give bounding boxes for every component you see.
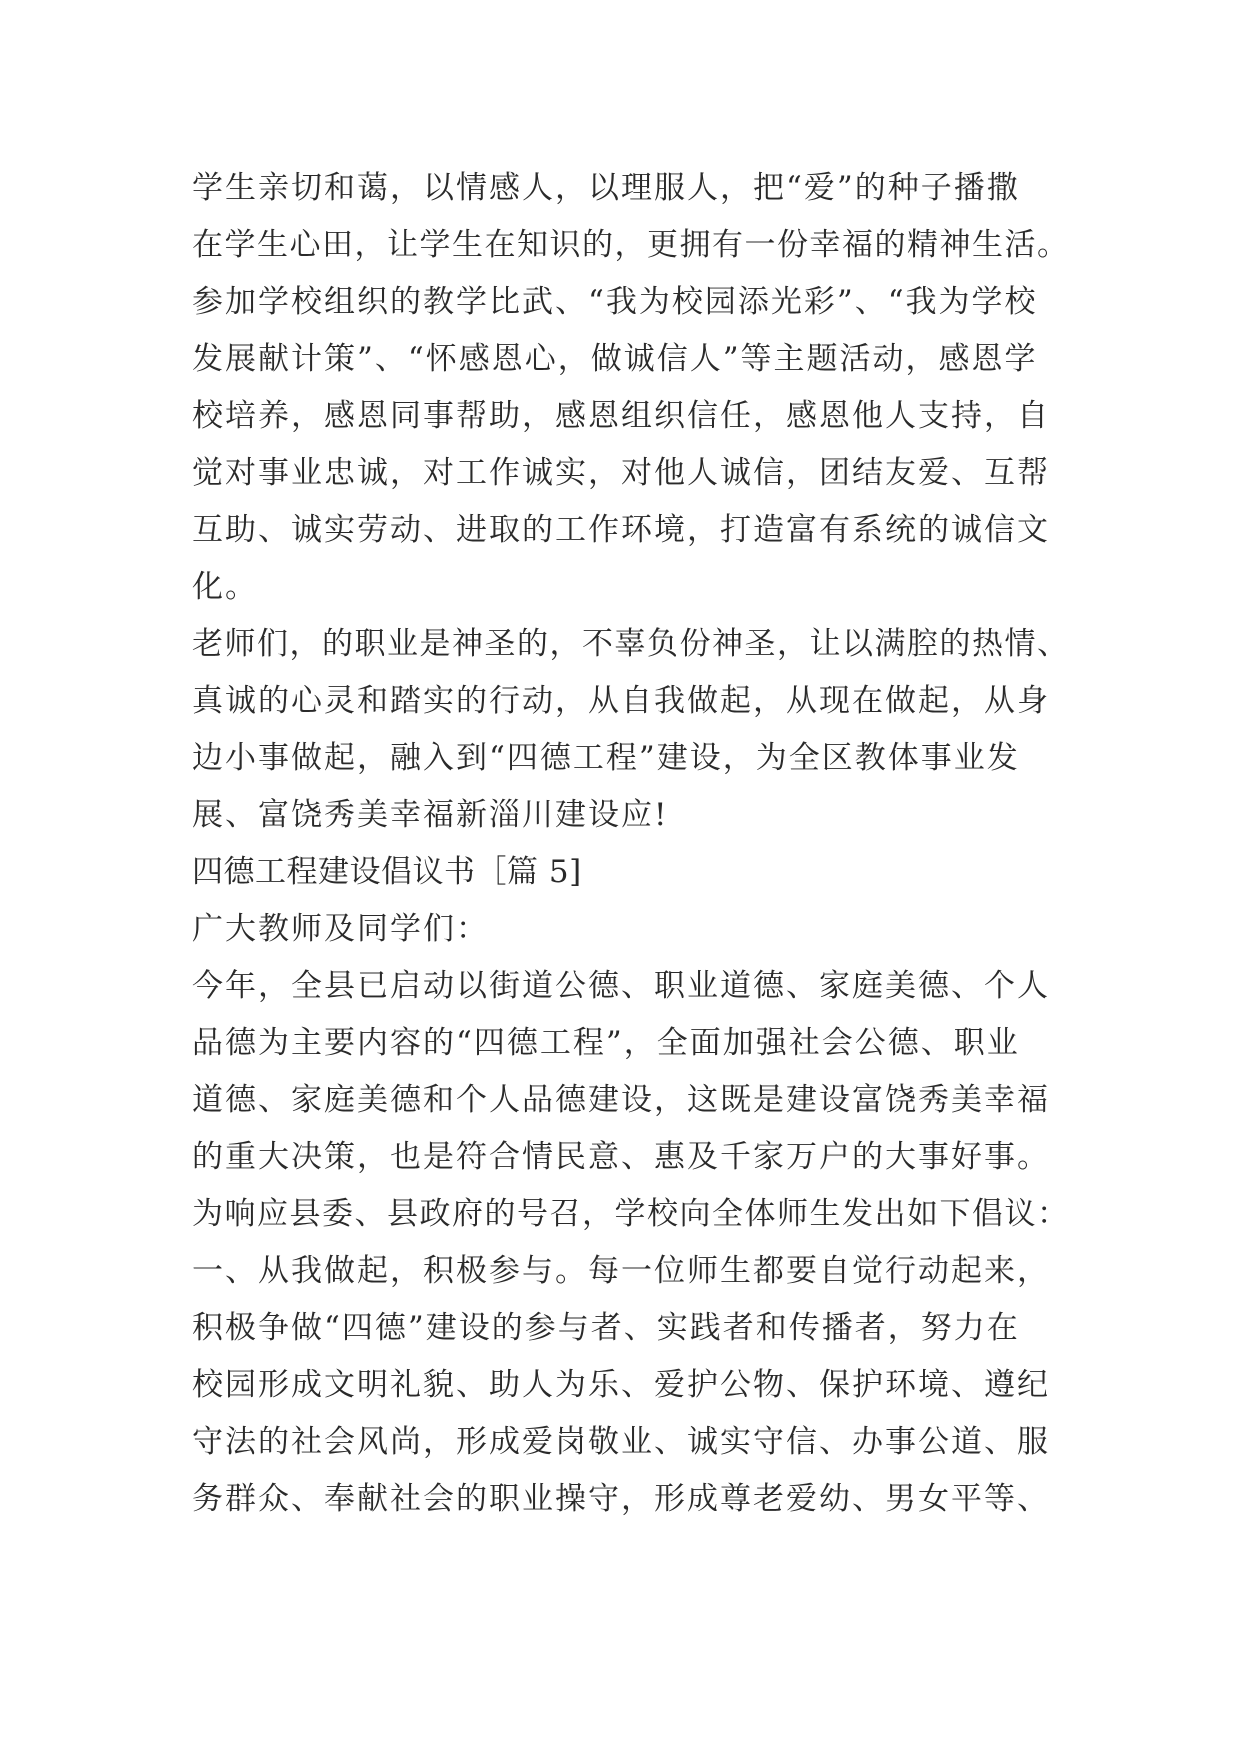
document-body xyxy=(192,160,1072,1528)
text-line: 真诚的心灵和踏实的行动，从自我做起，从现在做起，从身 xyxy=(192,683,1050,719)
text-line: 发展献计策”、“怀感恩心，做诚信人”等主题活动，感恩学 xyxy=(192,341,1038,377)
text-line: 今年，全县已启动以街道公德、职业道德、家庭美德、个人 xyxy=(192,968,1050,1004)
salutation-line: 广大教师及同学们： xyxy=(192,911,489,947)
text-line: 品德为主要内容的“四德工程”，全面加强社会公德、职业 xyxy=(192,1025,1020,1061)
text-line: 道德、家庭美德和个人品德建设，这既是建设富饶秀美幸福 xyxy=(192,1082,1050,1118)
section-heading: 四德工程建设倡议书［篇 5] xyxy=(192,854,582,890)
text-line: 老师们，的职业是神圣的，不辜负份神圣，让以满腔的热情、 xyxy=(192,626,1070,662)
text-line: 的重大决策，也是符合情民意、惠及千家万户的大事好事。 xyxy=(192,1139,1050,1175)
text-line: 互助、诚实劳动、进取的工作环境，打造富有系统的诚信文 xyxy=(192,512,1050,548)
text-line: 校园形成文明礼貌、助人为乐、爱护公物、保护环境、遵纪 xyxy=(192,1367,1050,1403)
text-line: 觉对事业忠诚，对工作诚实，对他人诚信，团结友爱、互帮 xyxy=(192,455,1050,491)
text-line: 校培养，感恩同事帮助，感恩组织信任，感恩他人支持，自 xyxy=(192,398,1050,434)
text-line: 为响应县委、县政府的号召，学校向全体师生发出如下倡议： xyxy=(192,1196,1070,1232)
text-line: 参加学校组织的教学比武、“我为校园添光彩”、“我为学校 xyxy=(192,284,1038,320)
text-line: 展、富饶秀美幸福新淄川建设应! xyxy=(192,797,669,833)
text-line: 在学生心田，让学生在知识的，更拥有一份幸福的精神生活。 xyxy=(192,227,1070,263)
text-line: 化。 xyxy=(192,569,258,605)
text-line: 一、从我做起，积极参与。每一位师生都要自觉行动起来， xyxy=(192,1253,1050,1289)
text-line: 学生亲切和蔼，以情感人，以理服人，把“爱”的种子播撒 xyxy=(192,170,1020,206)
text-line: 守法的社会风尚，形成爱岗敬业、诚实守信、办事公道、服 xyxy=(192,1424,1050,1460)
text-line: 积极争做“四德”建设的参与者、实践者和传播者，努力在 xyxy=(192,1310,1020,1346)
text-line: 边小事做起，融入到“四德工程”建设，为全区教体事业发 xyxy=(192,740,1020,776)
text-line: 务群众、奉献社会的职业操守，形成尊老爱幼、男女平等、 xyxy=(192,1481,1050,1517)
